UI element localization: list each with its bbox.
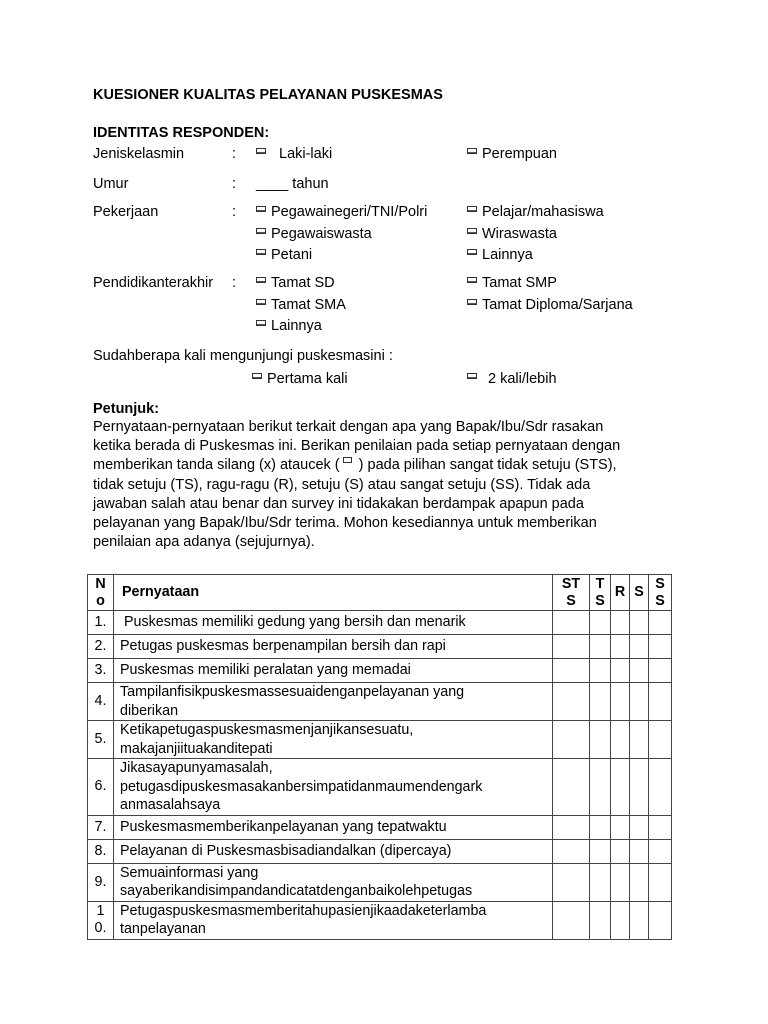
- checkbox-icon[interactable]: [467, 228, 477, 234]
- gender-option-female[interactable]: Perempuan: [467, 146, 557, 162]
- instructions-line: penilaian apa adanya (sejujurnya).: [93, 534, 315, 551]
- table-row: [88, 611, 672, 635]
- table-row: [88, 901, 672, 939]
- checkbox-icon[interactable]: [467, 373, 477, 379]
- table-row: [88, 759, 672, 816]
- answer-cell-s[interactable]: [630, 839, 649, 863]
- answer-cell-ts[interactable]: [590, 839, 611, 863]
- checkbox-icon[interactable]: [467, 148, 477, 154]
- instructions-line: jawaban salah atau benar dan survey ini tidakakan berdampak apapun pada: [93, 495, 584, 512]
- answer-cell-s[interactable]: [630, 901, 649, 939]
- answer-cell-ts[interactable]: [590, 659, 611, 683]
- job-colon: :: [232, 204, 237, 220]
- questionnaire-table: [87, 574, 672, 940]
- checkbox-icon[interactable]: [467, 299, 477, 305]
- row-number: 4.: [88, 683, 114, 721]
- answer-cell-sts[interactable]: [553, 759, 590, 816]
- statement-line: anmasalahsaya: [120, 797, 221, 813]
- job-option[interactable]: Wiraswasta: [467, 226, 557, 242]
- statement-line: petugasdipuskesmasakanbersimpatidanmaumendengark: [120, 778, 483, 795]
- job-option[interactable]: Pegawaiswasta: [256, 226, 372, 242]
- statement-line: Pelayanan di Puskesmasbisadiandalkan (dipercaya): [120, 842, 452, 859]
- answer-cell-ss[interactable]: [649, 659, 672, 683]
- answer-cell-ss[interactable]: [649, 721, 672, 759]
- table-header-row: [88, 575, 672, 611]
- age-label: Umur: [93, 176, 129, 192]
- row-statement: [114, 683, 553, 721]
- answer-cell-ss[interactable]: [649, 611, 672, 635]
- answer-cell-s[interactable]: [630, 815, 649, 839]
- answer-cell-sts[interactable]: [553, 901, 590, 939]
- answer-cell-sts[interactable]: [553, 721, 590, 759]
- answer-cell-ts[interactable]: [590, 815, 611, 839]
- gender-label: Jeniskelasmin: [93, 146, 185, 162]
- answer-cell-ss[interactable]: [649, 759, 672, 816]
- answer-cell-ss[interactable]: [649, 815, 672, 839]
- answer-cell-ts[interactable]: [590, 721, 611, 759]
- statement-line: sayaberikandisimpandandicatatdenganbaikolehpetugas: [120, 883, 473, 899]
- age-field[interactable]: ____ tahun: [256, 176, 329, 192]
- statement-line: Ketikapetugaspuskesmasmenjanjikansesuatu,: [120, 722, 414, 738]
- checkbox-icon[interactable]: [467, 249, 477, 255]
- answer-cell-s[interactable]: [630, 863, 649, 901]
- statement-line: Petugas puskesmas berpenampilan bersih dan rapi: [120, 638, 446, 655]
- answer-cell-ts[interactable]: [590, 683, 611, 721]
- statement-line: Jikasayapunyamasalah,: [120, 760, 273, 776]
- answer-cell-sts[interactable]: [553, 863, 590, 901]
- row-statement: [114, 839, 553, 863]
- header-ts: T S: [590, 575, 611, 611]
- education-option[interactable]: Tamat SMP: [467, 275, 557, 291]
- answer-cell-ts[interactable]: [590, 901, 611, 939]
- visits-question: Sudahberapa kali mengunjungi puskesmasini :: [93, 348, 393, 364]
- checkbox-icon: [343, 457, 352, 463]
- row-statement: [114, 759, 553, 816]
- checkbox-icon[interactable]: [256, 320, 266, 326]
- row-number: 3.: [88, 659, 114, 683]
- job-option[interactable]: Lainnya: [467, 247, 533, 263]
- row-number: 9.: [88, 863, 114, 901]
- education-option[interactable]: Tamat SD: [256, 275, 335, 291]
- statement-line: Puskesmasmemberikanpelayanan yang tepatwaktu: [120, 818, 447, 835]
- gender-colon: :: [232, 146, 237, 162]
- checkbox-icon[interactable]: [256, 228, 266, 234]
- job-option[interactable]: Petani: [256, 247, 312, 263]
- table-row: [88, 635, 672, 659]
- checkbox-icon[interactable]: [256, 148, 266, 154]
- instructions-heading: Petunjuk:: [93, 401, 160, 417]
- answer-cell-ss[interactable]: [649, 863, 672, 901]
- statement-line: Puskesmas memiliki gedung yang bersih dan menarik: [120, 614, 466, 631]
- checkbox-icon[interactable]: [256, 277, 266, 283]
- row-number: 2.: [88, 635, 114, 659]
- row-statement: [114, 863, 553, 901]
- instructions-paragraph: [93, 418, 653, 552]
- statement-line: diberikan: [120, 702, 179, 719]
- answer-cell-s[interactable]: [630, 659, 649, 683]
- answer-cell-sts[interactable]: [553, 611, 590, 635]
- table-row: [88, 863, 672, 901]
- header-s: S: [630, 575, 649, 611]
- answer-cell-ss[interactable]: [649, 839, 672, 863]
- header-no: N o: [88, 575, 114, 611]
- row-number: 7.: [88, 815, 114, 839]
- row-number: 1.: [88, 611, 114, 635]
- statement-line: Petugaspuskesmasmemberitahupasienjikaadaketerlamba: [120, 902, 487, 919]
- job-option[interactable]: Pegawainegeri/TNI/Polri: [256, 204, 427, 220]
- checkbox-icon[interactable]: [467, 277, 477, 283]
- education-option[interactable]: Lainnya: [256, 318, 322, 334]
- answer-cell-sts[interactable]: [553, 839, 590, 863]
- answer-cell-s[interactable]: [630, 635, 649, 659]
- table-row: [88, 839, 672, 863]
- gender-option-male[interactable]: Laki-laki: [256, 146, 332, 162]
- statement-line: makajanjiituakanditepati: [120, 740, 273, 757]
- table-row: [88, 721, 672, 759]
- answer-cell-sts[interactable]: [553, 683, 590, 721]
- answer-cell-r[interactable]: [611, 839, 630, 863]
- instructions-line: Pernyataan-pernyataan berikut terkait dengan apa yang Bapak/Ibu/Sdr rasakan: [93, 419, 604, 435]
- age-colon: :: [232, 176, 237, 192]
- answer-cell-ts[interactable]: [590, 611, 611, 635]
- answer-cell-ss[interactable]: [649, 683, 672, 721]
- statement-line: Semuainformasi yang: [120, 864, 259, 881]
- answer-cell-ss[interactable]: [649, 635, 672, 659]
- job-option[interactable]: Pelajar/mahasiswa: [467, 204, 604, 220]
- answer-cell-r[interactable]: [611, 659, 630, 683]
- row-statement: [114, 611, 553, 635]
- education-option[interactable]: Tamat SMA: [256, 297, 346, 313]
- statement-line: tanpelayanan: [120, 921, 206, 937]
- answer-cell-s[interactable]: [630, 759, 649, 816]
- checkbox-icon[interactable]: [256, 206, 266, 212]
- visits-option-repeat[interactable]: 2 kali/lebih: [467, 371, 557, 387]
- answer-cell-r[interactable]: [611, 815, 630, 839]
- instructions-line: pelayanan yang Bapak/Ibu/Sdr terima. Mohon kesediannya untuk memberikan: [93, 515, 597, 532]
- answer-cell-s[interactable]: [630, 721, 649, 759]
- statement-line: Tampilanfisikpuskesmassesuaidenganpelayanan yang: [120, 684, 465, 700]
- answer-cell-sts[interactable]: [553, 659, 590, 683]
- answer-cell-sts[interactable]: [553, 815, 590, 839]
- answer-cell-r[interactable]: [611, 683, 630, 721]
- table-row: [88, 659, 672, 683]
- checkbox-icon[interactable]: [252, 373, 262, 379]
- visits-option-first[interactable]: Pertama kali: [252, 371, 348, 387]
- job-label: Pekerjaan: [93, 204, 159, 220]
- instructions-line: tidak setuju (TS), ragu-ragu (R), setuju (S) atau sangat setuju (SS). Tidak ada: [93, 476, 591, 493]
- header-ss: S S: [649, 575, 672, 611]
- table-row: [88, 683, 672, 721]
- row-statement: [114, 721, 553, 759]
- answer-cell-s[interactable]: [630, 683, 649, 721]
- row-statement: [114, 901, 553, 939]
- checkbox-icon[interactable]: [256, 299, 266, 305]
- instructions-line: ketika berada di Puskesmas ini. Berikan penilaian pada setiap pernyataan dengan: [93, 438, 621, 455]
- header-statement: Pernyataan: [114, 575, 553, 611]
- answer-cell-r[interactable]: [611, 759, 630, 816]
- identity-heading: IDENTITAS RESPONDEN:: [93, 125, 270, 141]
- answer-cell-r[interactable]: [611, 635, 630, 659]
- answer-cell-r[interactable]: [611, 901, 630, 939]
- checkbox-icon[interactable]: [256, 249, 266, 255]
- checkbox-icon[interactable]: [467, 206, 477, 212]
- answer-cell-s[interactable]: [630, 611, 649, 635]
- table-row: [88, 815, 672, 839]
- row-number: 1 0.: [88, 901, 114, 939]
- answer-cell-ts[interactable]: [590, 759, 611, 816]
- answer-cell-ts[interactable]: [590, 863, 611, 901]
- answer-cell-sts[interactable]: [553, 635, 590, 659]
- answer-cell-r[interactable]: [611, 863, 630, 901]
- row-number: 5.: [88, 721, 114, 759]
- row-number: 8.: [88, 839, 114, 863]
- education-colon: :: [232, 275, 237, 291]
- row-statement: [114, 659, 553, 683]
- page-title: KUESIONER KUALITAS PELAYANAN PUSKESMAS: [93, 87, 443, 103]
- statement-line: Puskesmas memiliki peralatan yang memadai: [120, 662, 411, 679]
- header-r: R: [611, 575, 630, 611]
- answer-cell-ss[interactable]: [649, 901, 672, 939]
- row-number: 6.: [88, 759, 114, 816]
- row-statement: [114, 815, 553, 839]
- education-option[interactable]: Tamat Diploma/Sarjana: [467, 297, 633, 313]
- header-sts: ST S: [553, 575, 590, 611]
- instructions-line: memberikan tanda silang (x) ataucek ( ) pada pilihan sangat tidak setuju (STS),: [93, 457, 617, 474]
- answer-cell-ts[interactable]: [590, 635, 611, 659]
- row-statement: [114, 635, 553, 659]
- answer-cell-r[interactable]: [611, 721, 630, 759]
- education-label: Pendidikanterakhir: [93, 275, 214, 291]
- answer-cell-r[interactable]: [611, 611, 630, 635]
